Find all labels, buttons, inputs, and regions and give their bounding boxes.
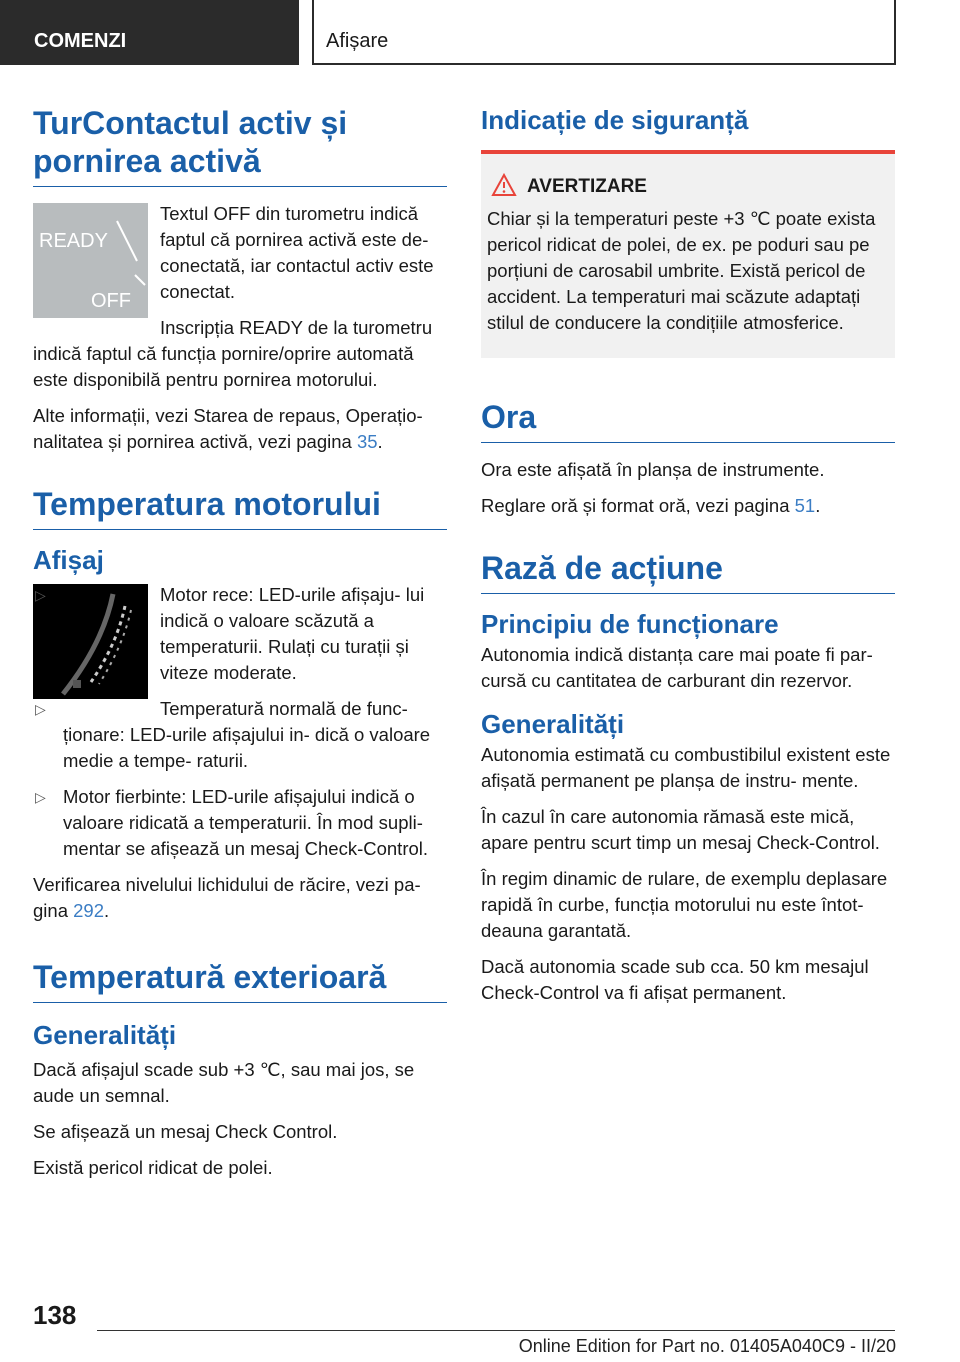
paragraph-range-permanent: Dacă autonomia scade sub cca. 50 km mesajul Check-Control va fi afișat permanent. [481,956,869,1003]
page-link-51[interactable]: 51 [794,495,816,516]
paragraph-ice-danger: Există pericol ridicat de polei. [33,1157,273,1178]
chapter-tab: Afișare [312,0,896,65]
footer-divider [97,1330,895,1331]
warning-triangle-icon [491,173,517,203]
paragraph-clock-setting: Reglare oră și format oră, vezi pagina 51. [481,495,821,516]
heading-engine-temperature: Temperatura motorului [33,485,447,530]
paragraph-signal: Dacă afișajul scade sub +3 ℃, sau mai jos, se aude un semnal. [33,1059,415,1106]
page-link-292[interactable]: 292 [73,900,104,921]
left-column [33,104,447,1191]
paragraph-off-text: Textul OFF din turometru indică faptul că pornirea activă este de- conectată, iar contactul activ este conectat. [160,203,434,302]
list-item: ▷ Motor fierbinte: LED-urile afișajului indică o valoare ridicată a temperaturii. În mod supli- mentar se afișează un mesaj Check-Control. [35,786,429,859]
paragraph-range-low: În cazul în care autonomia rămasă este mică, apare pentru scurt timp un mesaj Check-Control. [481,806,880,853]
list-item: ▷ Temperatură normală de func- ționare: LED-urile afișajului in- dică o valoare medie a tempe- raturii. [35,698,431,771]
triangle-bullet-icon: ▷ [35,789,46,805]
heading-active-ignition: TurContactul activ și pornirea activă [33,104,447,187]
section-tab: COMENZI [0,0,299,65]
triangle-bullet-icon: ▷ [35,587,46,603]
paragraph-clock-display: Ora este afișată în planșa de instrumente. [481,459,825,480]
paragraph-range-dynamic: În regim dinamic de rulare, de exemplu deplasare rapidă în curbe, funcția motorului nu este întot- deauna garantată. [481,868,888,941]
right-column [481,104,895,1016]
paragraph-range-principle: Autonomia indică distanța care mai poate fi par- cursă cu cantitatea de carburant din rezervor. [481,644,873,691]
paragraph-ready-text: Inscripția READY de la turometru indică faptul că funcția pornire/oprire automată este disponibilă pentru pornirea motorului. [33,317,433,390]
heading-range: Rază de acțiune [481,549,895,594]
subheading-general: Generalități [33,1020,177,1050]
subheading-display: Afișaj [33,545,104,575]
triangle-bullet-icon: ▷ [35,701,46,717]
tachometer-icon [33,203,148,318]
warning-title: AVERTIZARE [527,176,887,198]
heading-safety-note: Indicație de siguranță [481,105,749,135]
page-number: 138 [33,1300,77,1330]
paragraph-range-estimated: Autonomia estimată cu combustibilul existent este afișată permanent pe planșa de instru- mente. [481,744,891,791]
footer-edition: Online Edition for Part no. 01405A040C9 - II/20 [518,1336,896,1356]
warning-text: Chiar și la temperaturi peste +3 ℃ poate exista pericol ridicat de polei, de ex. pe poduri sau pe porțiuni de carosabil umbrite. Există pericol de accident. La temperaturi mai scăzute adaptați stilul de conducere la condițiile atmosferice. [487,208,876,333]
heading-clock: Ora [481,398,895,443]
temperature-list-continued [33,784,447,862]
fig-ready-label: READY [39,230,108,252]
subheading-range-general: Generalități [481,709,625,739]
temperature-list [33,582,447,774]
page-header [0,0,960,66]
ready-off-display-image [33,203,148,318]
warning-box [481,150,895,358]
page-link-35[interactable]: 35 [356,431,378,452]
subheading-principle: Principiu de funcționare [481,609,779,639]
paragraph-coolant-check: Verificarea nivelului lichidului de răcire, vezi pa- gina 292. [33,874,421,921]
heading-outside-temperature: Temperatură exterioară [33,958,447,1003]
fig-off-label: OFF [91,290,131,312]
list-item: ▷ Motor rece: LED-urile afișaju- lui indică o valoare scăzută a temperaturii. Rulați cu turații și viteze moderate. [35,584,425,683]
paragraph-check-control: Se afișează un mesaj Check Control. [33,1121,338,1142]
paragraph-more-info: Alte informații, vezi Starea de repaus, Operațio- nalitatea și pornirea activă, vezi pagina 35. [33,405,423,452]
